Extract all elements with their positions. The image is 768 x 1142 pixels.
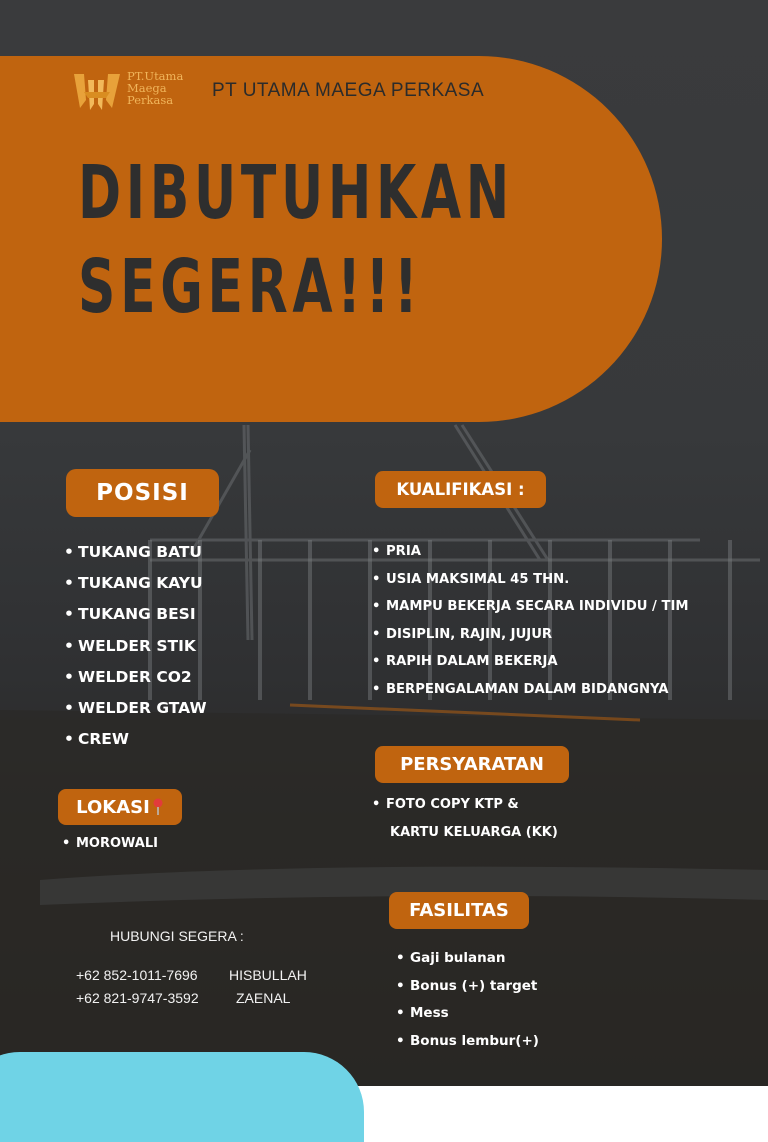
list-item: • PRIA [386,544,689,572]
list-item: • WELDER GTAW [78,699,207,730]
location-pin-icon [152,798,164,816]
list-item: • TUKANG BESI [78,605,207,636]
contact-name-2: ZAENAL [236,990,291,1006]
persyaratan-heading-label: PERSYARATAN [400,754,544,775]
list-item: • Gaji bulanan [410,950,539,978]
list-item: • DISIPLIN, RAJIN, JUJUR [386,627,689,655]
list-item: • Bonus lembur(+) [410,1033,539,1061]
contact-phone-2[interactable]: +62 821-9747-3592 [76,990,199,1006]
headline-line-1: DIBUTUHKAN [78,150,514,236]
contact-title: HUBUNGI SEGERA : [110,928,244,944]
kualifikasi-heading-label: KUALIFIKASI : [396,480,525,499]
list-item: • TUKANG KAYU [78,574,207,605]
kualifikasi-heading [375,471,546,508]
list-item: • BERPENGALAMAN DALAM BIDANGNYA [386,682,689,710]
list-item: • WELDER STIK [78,637,207,668]
logo-text: PT.Utama Maega Perkasa [127,69,184,107]
list-item: • CREW [78,730,207,761]
posisi-list [78,543,207,761]
fasilitas-heading-label: FASILITAS [409,900,509,921]
decorative-corner-shape [0,1052,364,1142]
posisi-heading-label: POSISI [96,480,189,506]
kualifikasi-list [386,544,689,710]
persyaratan-list [386,797,519,825]
persyaratan-line-2: KARTU KELUARGA (KK) [390,825,558,840]
list-item: • Mess [410,1005,539,1033]
fasilitas-heading [389,892,529,929]
posisi-heading [66,469,219,517]
list-item: • FOTO COPY KTP & [386,797,519,825]
persyaratan-heading [375,746,569,783]
company-logo-icon [72,70,122,112]
list-item: • USIA MAKSIMAL 45 THN. [386,572,689,600]
list-item: • WELDER CO2 [78,668,207,699]
contact-name-1: HISBULLAH [229,967,307,983]
list-item: • Bonus (+) target [410,978,539,1006]
lokasi-heading-label: LOKASI [76,796,150,818]
contact-phone-1[interactable]: +62 852-1011-7696 [76,967,198,983]
list-item: • MOROWALI [76,836,158,851]
list-item: • MAMPU BEKERJA SECARA INDIVIDU / TIM [386,599,689,627]
list-item: • RAPIH DALAM BEKERJA [386,654,689,682]
lokasi-heading [58,789,182,825]
list-item: • TUKANG BATU [78,543,207,574]
headline-line-2: SEGERA!!! [78,244,423,330]
lokasi-list [76,836,158,851]
company-name: PT UTAMA MAEGA PERKASA [212,80,485,101]
fasilitas-list [410,950,539,1060]
